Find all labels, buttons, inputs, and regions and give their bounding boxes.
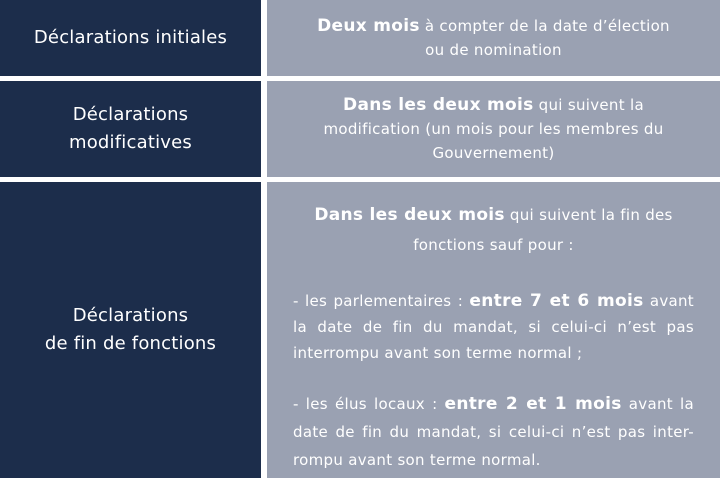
end-deadline-intro (293, 200, 694, 260)
end-label-line1: Déclarations (72, 305, 189, 326)
modification-label-line2: modificatives (68, 132, 192, 153)
exception-text: avant la date de fin du mandat, si celui-ci n’est pas inter- rompu avant son terme normal. (293, 395, 694, 469)
exception-local-officials (293, 390, 694, 474)
end-intro-bold: Dans les deux mois (314, 205, 505, 225)
initial-deadline-bold: Deux mois (317, 16, 420, 36)
modification-deadline-text: qui suivent la modification (un mois pour les membres du Gouvernement) (323, 96, 664, 162)
exception-prefix: - les élus locaux : (293, 395, 445, 413)
end-label-line2: de fin de fonctions (44, 333, 217, 354)
initial-deadline-text: à compter de la date d’élection ou de nomination (419, 17, 670, 59)
end-intro-text: qui suivent la fin des fonctions sauf pour : (413, 206, 673, 254)
modification-label-line1: Déclarations (72, 104, 189, 125)
initial-label-text: Déclarations initiales (33, 27, 228, 48)
row-end-of-office-label (0, 182, 261, 478)
row-end-of-office-deadline (267, 182, 720, 478)
exception-prefix: - les parlementaires : (293, 292, 470, 310)
exception-parliamentarians (293, 288, 694, 366)
row-modification-label (0, 81, 261, 177)
row-initial-deadline (267, 0, 720, 76)
row-initial-label (0, 0, 261, 76)
exception-text: avant la date de fin du mandat, si celui-ci n’est pas interrompu avant son terme normal ; (293, 292, 694, 362)
exception-bold: entre 2 et 1 mois (444, 394, 622, 414)
row-modification-deadline (267, 81, 720, 177)
exception-bold: entre 7 et 6 mois (469, 291, 644, 311)
modification-deadline-bold: Dans les deux mois (343, 95, 534, 115)
